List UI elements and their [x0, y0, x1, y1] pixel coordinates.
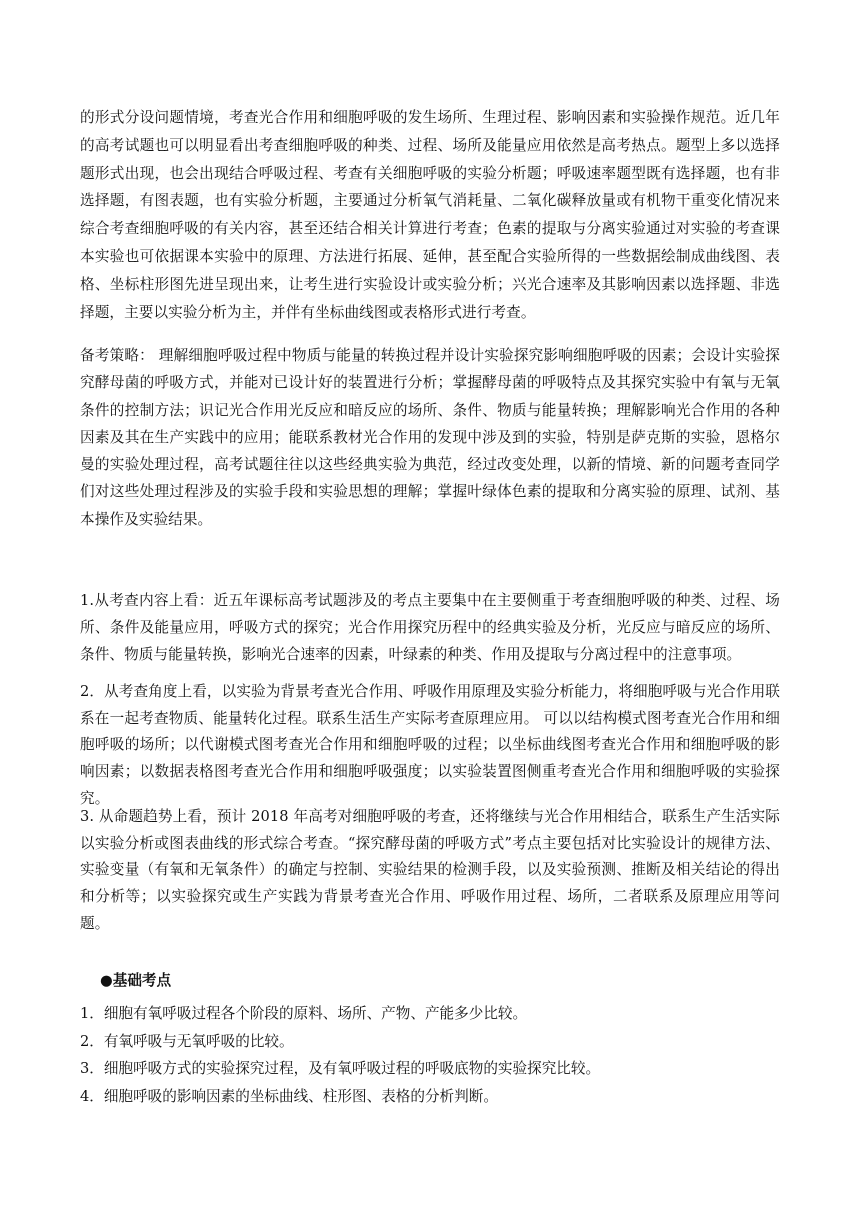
list-item: 1．细胞有氧呼吸过程各个阶段的原料、场所、产物、产能多少比较。	[80, 1005, 528, 1022]
paragraph-point-angle: 2．从考查角度上看，以实验为背景考查光合作用、呼吸作用原理及实验分析能力，将细胞呼吸与光合作用联系在一起考查物质、能量转化过程。联系生活生产实际考查原理应用。 可以以结构模式图考查光合作用和细胞呼吸的场所；以代谢模式图考查光合作用和细胞呼吸的过程；以坐标曲线图考查光合作用和细胞呼吸的影响因素；以数据表格图考查光合作用和细胞呼吸强度；以实验装置图侧重考查光合作用和细胞呼吸的实验探究。	[80, 683, 780, 807]
list-item: 3．细胞呼吸方式的实验探究过程，及有氧呼吸过程的呼吸底物的实验探究比较。	[80, 1060, 601, 1077]
list-item: 4．细胞呼吸的影响因素的坐标曲线、柱形图、表格的分析判断。	[80, 1087, 498, 1105]
list-item: 2．有氧呼吸与无氧呼吸的比较。	[80, 1032, 294, 1050]
paragraph-point-content: 1.从考查内容上看：近五年课标高考试题涉及的考点主要集中在主要侧重于考查细胞呼吸的种类、过程、场所、条件及能量应用，呼吸方式的探究；光合作用探究历程中的经典实验及分析，光反应与暗反应的场所、条件、物质与能量转换，影响光合速率的因素，叶绿素的种类、作用及提取与分离过程中的注意事项。	[80, 592, 780, 663]
paragraph-point-trend: 3. 从命题趋势上看，预计 2018 年高考对细胞呼吸的考查，还将继续与光合作用相结合，联系生产生活实际以实验分析或图表曲线的形式综合考查。“探究酵母菌的呼吸方式”考点主要包括对比实验设计的规律方法、实验变量（有氧和无氧条件）的确定与控制、实验结果的检测手段，以及实验预测、推断及相关结论的得出和分析等；以实验探究或生产实践为背景考查光合作用、呼吸作用过程、场所，二者联系及原理应用等问题。	[80, 808, 780, 932]
section-heading-basic-points: ●基础考点	[100, 972, 172, 989]
paragraph-exam-analysis: 的形式分设问题情境，考查光合作用和细胞呼吸的发生场所、生理过程、影响因素和实验操作规范。近几年的高考试题也可以明显看出考查细胞呼吸的种类、过程、场所及能量应用依然是高考热点。题型上多以选择题形式出现，也会出现结合呼吸过程、考查有关细胞呼吸的实验分析题；呼吸速率题型既有选择题，也有非选择题，有图表题，也有实验分析题，主要通过分析氧气消耗量、二氧化碳释放量或有机物干重变化情况来综合考查细胞呼吸的有关内容，甚至还结合相关计算进行考查；色素的提取与分离实验通过对实验的考查课本实验也可依据课本实验中的原理、方法进行拓展、延伸，甚至配合实验所得的一些数据绘制成曲线图、表格、坐标柱形图先进呈现出来，让考生进行实验设计或实验分析；兴光合速率及其影响因素以选择题、非选择题，主要以实验分析为主，并伴有坐标曲线图或表格形式进行考查。	[80, 109, 780, 321]
paragraph-prep-strategy: 备考策略： 理解细胞呼吸过程中物质与能量的转换过程并设计实验探究影响细胞呼吸的因素；会设计实验探究酵母菌的呼吸方式，并能对已设计好的装置进行分析；掌握酵母菌的呼吸特点及其探究实验中有氧与无氧条件的控制方法；识记光合作用光反应和暗反应的场所、条件、物质与能量转换；理解影响光合作用的各种因素及其在生产实践中的应用；能联系教材光合作用的发现中涉及到的实验，特别是萨克斯的实验，恩格尔曼的实验处理过程，高考试题往往以这些经典实验为典范，经过改变处理，以新的情境、新的问题考查同学们对这些处理过程涉及的实验手段和实验思想的理解；掌握叶绿体色素的提取和分离实验的原理、试剂、基本操作及实验结果。	[80, 347, 780, 528]
basic-points-list	[80, 1000, 780, 1110]
